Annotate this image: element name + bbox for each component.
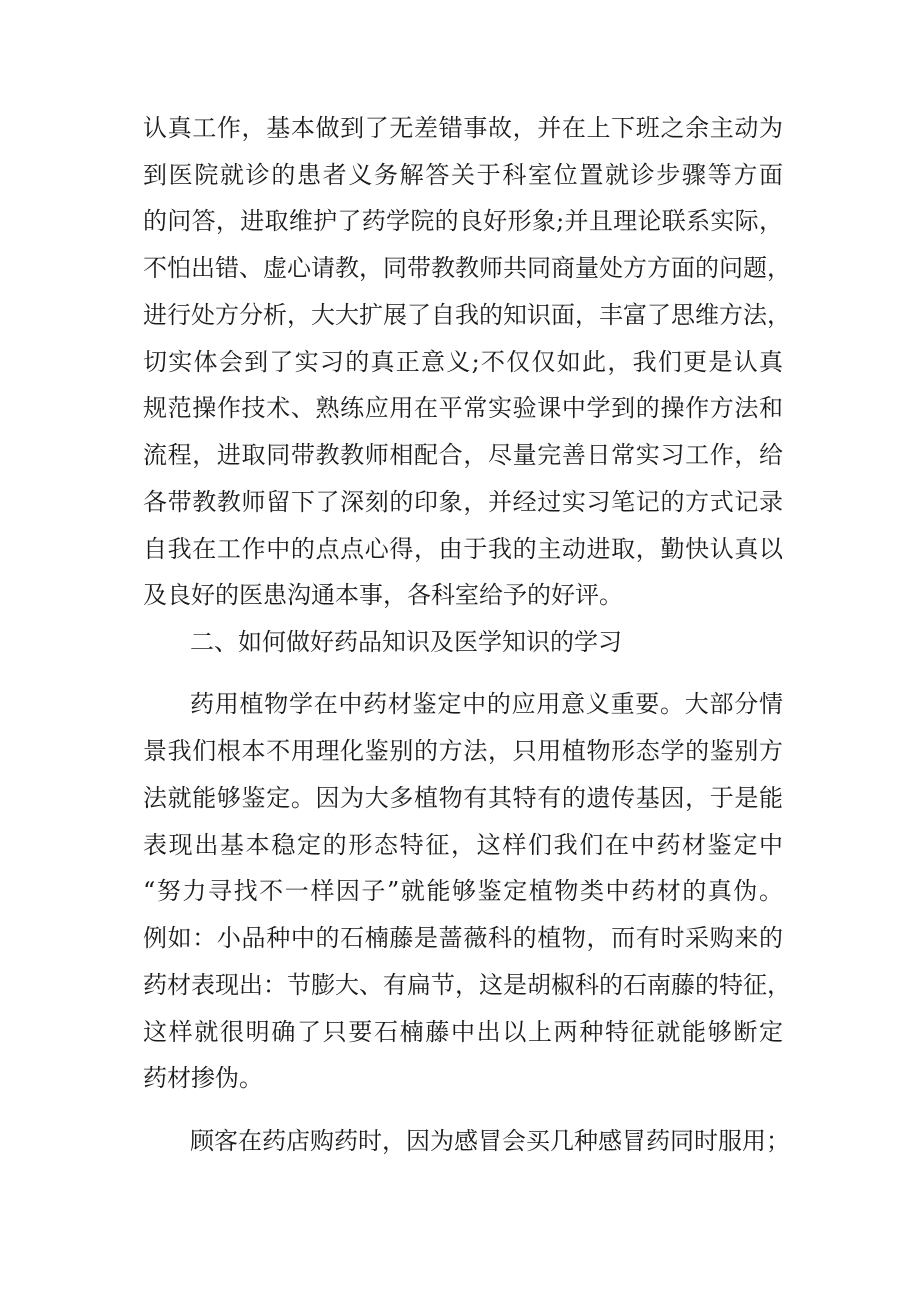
paragraph-1-line-11: 及良好的医患沟通本事，各科室给予的好评。 xyxy=(143,581,623,609)
paragraph-1-line-2: 到医院就诊的患者义务解答关于科室位置就诊步骤等方面 xyxy=(143,161,783,189)
paragraph-1-line-1: 认真工作，基本做到了无差错事故，并在上下班之余主动为 xyxy=(143,114,783,142)
paragraph-2-line-1: 药用植物学在中药材鉴定中的应用意义重要。大部分情 xyxy=(190,690,783,718)
paragraph-1-line-6: 切实体会到了实习的真正意义;不仅仅如此，我们更是认真 xyxy=(143,348,783,376)
paragraph-1-line-5: 进行处方分析，大大扩展了自我的知识面，丰富了思维方法， xyxy=(143,301,791,329)
paragraph-2-line-6: 例如：小品种中的石楠藤是蔷薇科的植物，而有时采购来的 xyxy=(143,924,783,952)
paragraph-2-line-4: 表现出基本稳定的形态特征，这样们我们在中药材鉴定中 xyxy=(143,831,783,859)
paragraph-1-line-10: 自我在工作中的点点心得，由于我的主动进取，勤快认真以 xyxy=(143,535,783,563)
paragraph-1-line-4: 不怕出错、虚心请教，同带教教师共同商量处方方面的问题， xyxy=(143,254,791,282)
paragraph-2-line-3: 法就能够鉴定。因为大多植物有其特有的遗传基因，于是能 xyxy=(143,784,783,812)
paragraph-1-line-3: 的问答，进取维护了药学院的良好形象;并且理论联系实际， xyxy=(143,207,783,235)
paragraph-3-line-1: 顾客在药店购药时，因为感冒会买几种感冒药同时服用； xyxy=(190,1127,790,1155)
paragraph-2-line-9: 药材掺伪。 xyxy=(143,1064,263,1092)
paragraph-2-line-2: 景我们根本不用理化鉴别的方法，只用植物形态学的鉴别方 xyxy=(143,737,783,765)
paragraph-1-line-7: 规范操作技术、熟练应用在平常实验课中学到的操作方法和 xyxy=(143,394,783,422)
paragraph-1-line-8: 流程，进取同带教教师相配合，尽量完善日常实习工作，给 xyxy=(143,441,783,469)
paragraph-2-line-5: “努力寻找不一样因子”就能够鉴定植物类中药材的真伪。 xyxy=(143,877,783,905)
paragraph-2-line-8: 这样就很明确了只要石楠藤中出以上两种特征就能够断定 xyxy=(143,1018,783,1046)
section-heading: 二、如何做好药品知识及医学知识的学习 xyxy=(190,628,622,656)
paragraph-1-line-9: 各带教教师留下了深刻的印象，并经过实习笔记的方式记录 xyxy=(143,488,783,516)
paragraph-2-line-7: 药材表现出：节膨大、有扁节，这是胡椒科的石南藤的特征， xyxy=(143,971,791,999)
